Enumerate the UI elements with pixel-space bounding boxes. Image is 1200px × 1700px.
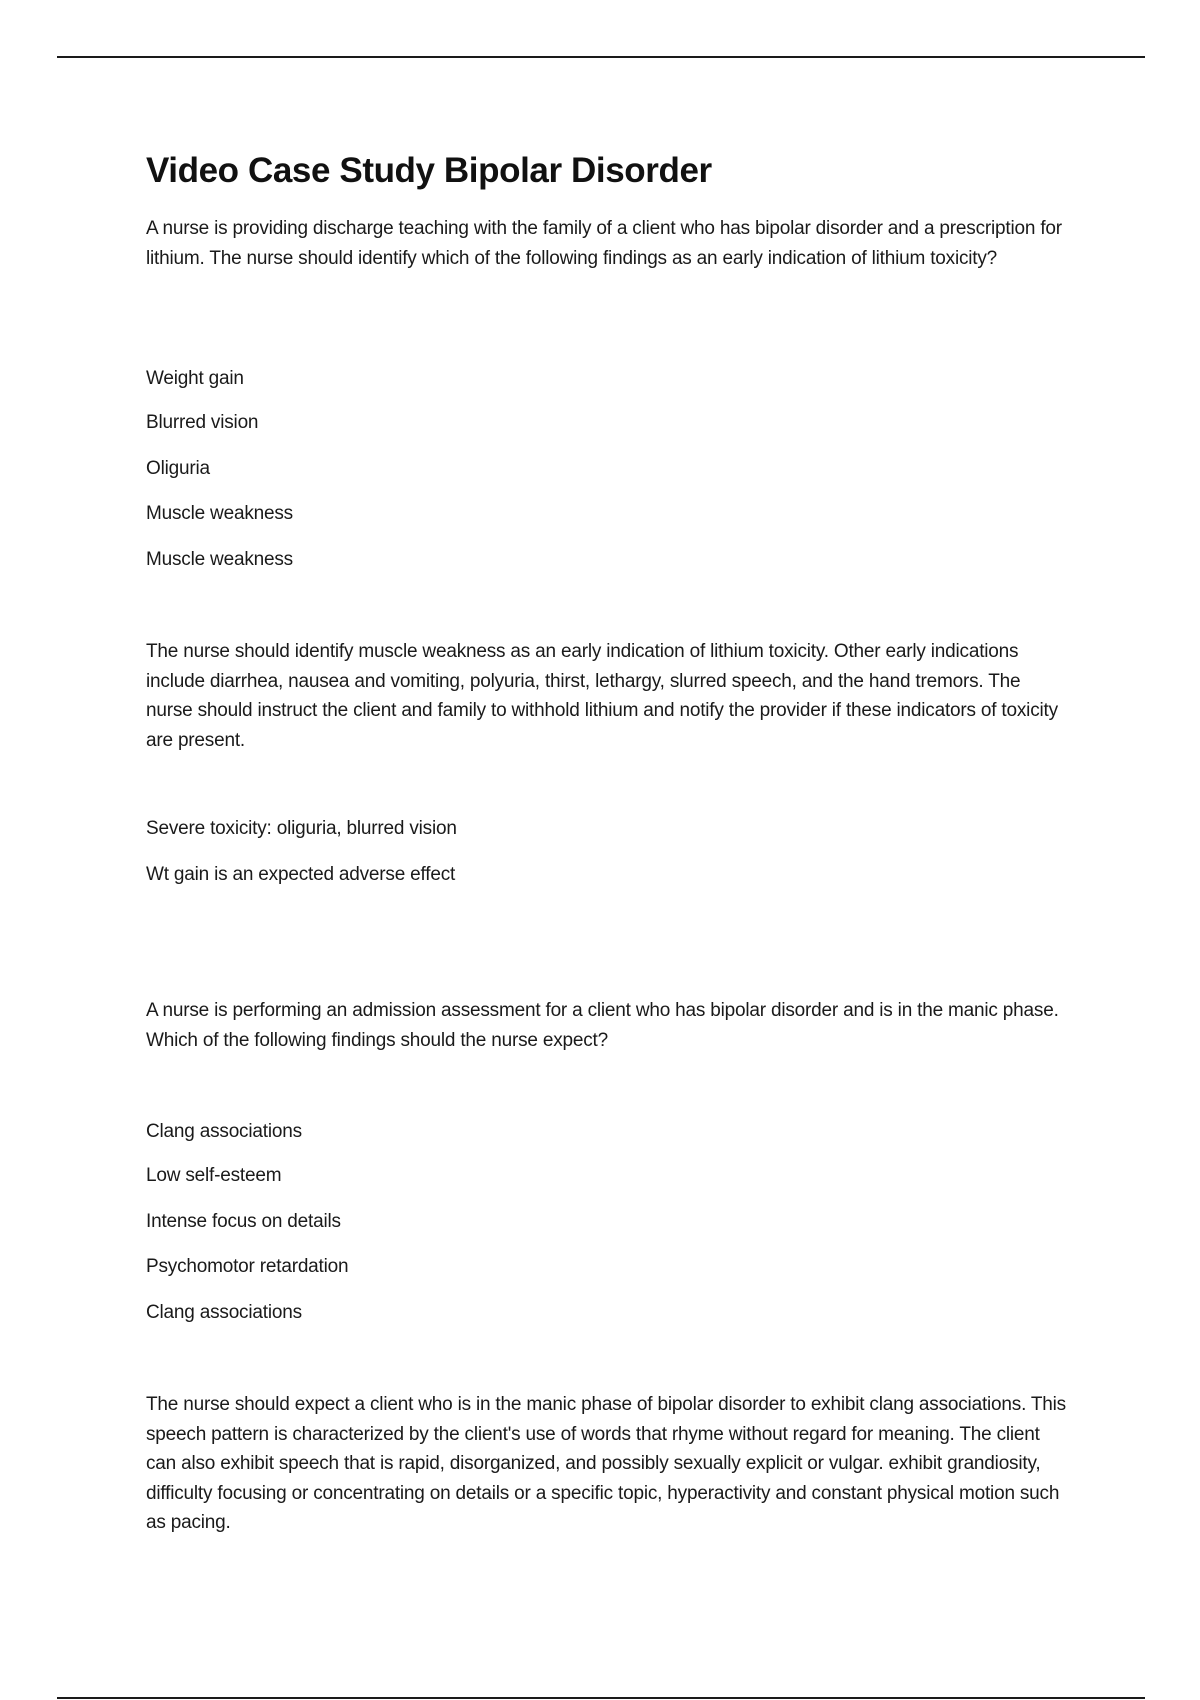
page-title: Video Case Study Bipolar Disorder [146, 151, 712, 190]
q1-stem: A nurse is providing discharge teaching with the family of a client who has bipolar disorder and a prescription for lithium. The nurse should identify which of the following findings as an early indication of lithium toxicity? [146, 218, 1062, 269]
q1-option-2: Blurred vision [146, 412, 259, 433]
q2-stem: A nurse is performing an admission assessment for a client who has bipolar disorder and is in the manic phase. Which of the following findings should the nurse expect? [146, 1000, 1059, 1051]
q2-answer: Clang associations [146, 1302, 302, 1323]
bottom-rule [57, 1697, 1145, 1699]
q1-rationale: The nurse should identify muscle weakness as an early indication of lithium toxicity. Other early indications include diarrhea, nausea and vomiting, polyuria, thirst, lethargy, slurred speech, and the hand tremors. The nurse should instruct the client and family to withhold lithium and notify the provider if these indicators of toxicity are present. [146, 641, 1058, 751]
q1-note-2: Wt gain is an expected adverse effect [146, 864, 456, 885]
q2-option-1: Clang associations [146, 1121, 302, 1142]
q1-option-3: Oliguria [146, 458, 210, 479]
q1-option-4: Muscle weakness [146, 503, 293, 524]
q1-answer: Muscle weakness [146, 549, 293, 570]
q2-option-4: Psychomotor retardation [146, 1256, 349, 1277]
q1-option-1: Weight gain [146, 368, 244, 389]
q2-option-2: Low self-esteem [146, 1165, 282, 1186]
q2-option-3: Intense focus on details [146, 1211, 341, 1232]
top-rule [57, 56, 1145, 58]
q1-note-1: Severe toxicity: oliguria, blurred vision [146, 818, 457, 839]
q2-rationale: The nurse should expect a client who is in the manic phase of bipolar disorder to exhibit clang associations. This speech pattern is characterized by the client's use of words that rhyme without regard for meaning. The client can also exhibit speech that is rapid, disorganized, and possibly sexually explicit or vulgar. exhibit grandiosity, difficulty focusing or concentrating on details or a specific topic, hyperactivity and constant physical motion such as pacing. [146, 1394, 1066, 1533]
